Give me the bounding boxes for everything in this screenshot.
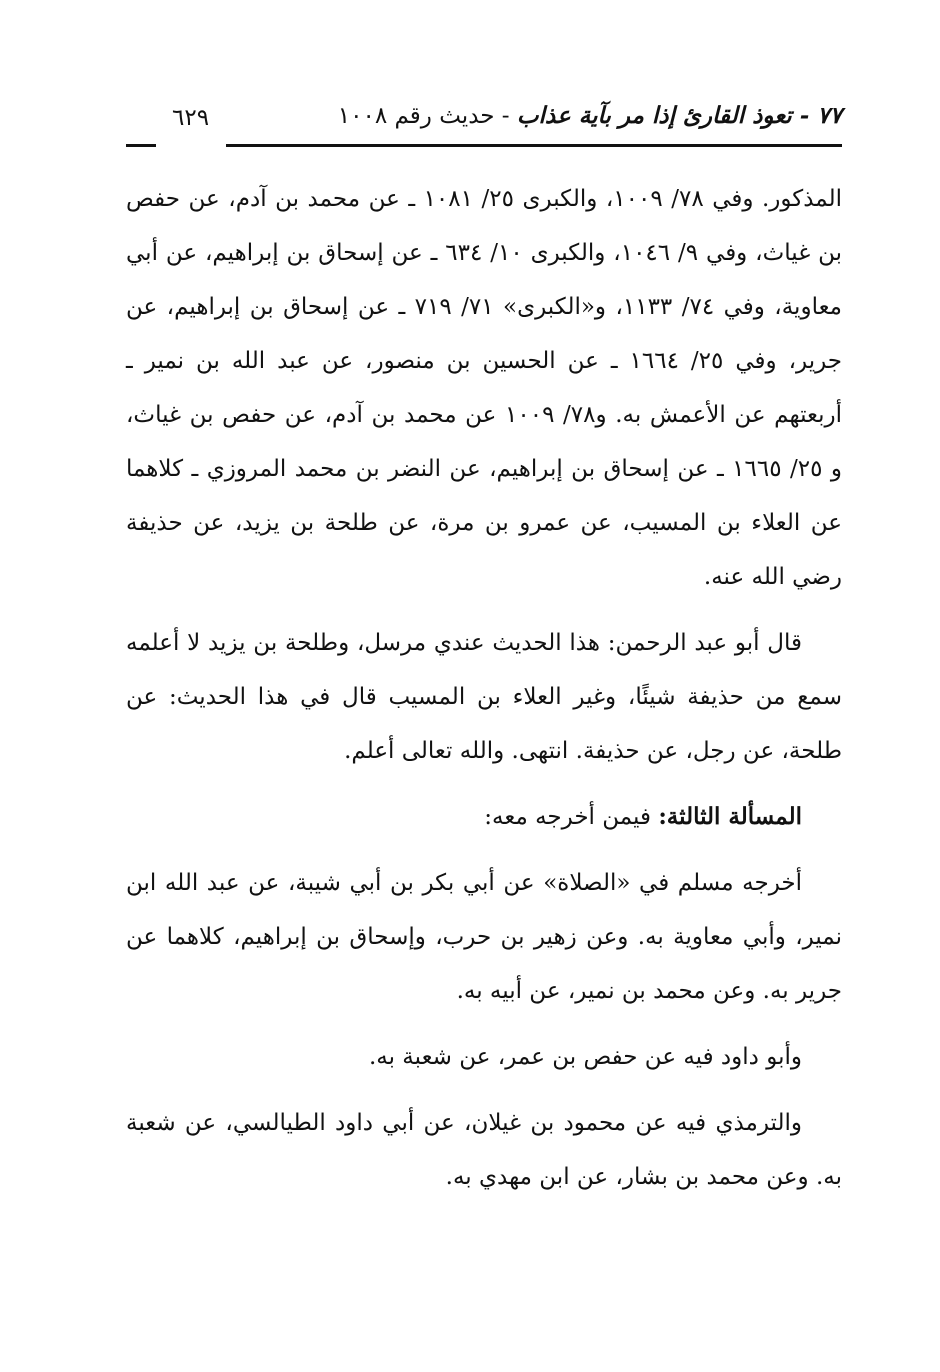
header-title <box>338 102 842 130</box>
paragraph-author-comment: قال أبو عبد الرحمن: هذا الحديث عندي مرسل، وطلحة بن يزيد لا أعلمه سمع من حذيفة شيئًا، وغير العلاء بن المسيب قال في هذا الحديث: عن طلحة، عن رجل، عن حذيفة. انتهى. والله تعالى أعلم. <box>126 630 842 764</box>
header-rule <box>226 144 842 147</box>
paragraph-abu-dawud: وأبو داود فيه عن حفص بن عمر، عن شعبة به. <box>368 1044 802 1070</box>
page-number-rule <box>126 144 156 147</box>
section-heading-text: فيمن أخرجه معه: <box>484 804 659 830</box>
section-heading: المسألة الثالثة: <box>658 803 802 830</box>
page-body <box>126 172 842 1216</box>
running-header <box>126 96 842 146</box>
paragraph-tirmidhi: والترمذي فيه عن محمود بن غيلان، عن أبي داود الطيالسي، عن شعبة به. وعن محمد بن بشار، عن ابن مهدي به. <box>126 1110 842 1190</box>
paragraph-third-issue <box>126 790 842 844</box>
book-page <box>126 96 842 1296</box>
page-number: ٦٢٩ <box>172 105 210 131</box>
hadith-number: - حديث رقم ١٠٠٨ <box>337 103 517 129</box>
paragraph-sources: المذكور. وفي ٧٨/ ١٠٠٩، والكبرى ٢٥/ ١٠٨١ ـ عن محمد بن آدم، عن حفص بن غياث، وفي ٩/ ١٠٤٦، والكبرى ١٠/ ٦٣٤ ـ عن إسحاق بن إبراهيم، عن أبي معاوية، وفي ٧٤/ ١١٣٣، و«الكبرى» ٧١/ ٧١٩ ـ عن إسحاق بن إبراهيم، عن جرير، وفي ٢٥/ ١٦٦٤ ـ عن الحسين بن منصور، عن عبد الله بن نمير ـ أربعتهم عن الأعمش به. و٧٨/ ١٠٠٩ عن محمد بن آدم، عن حفص بن غياث، و ٢٥/ ١٦٦٥ ـ عن إسحاق بن إبراهيم، عن النضر بن محمد المروزي ـ كلاهما عن العلاء بن المسيب، عن عمرو بن مرة، عن طلحة بن يزيد، عن حذيفة رضي الله عنه. <box>126 186 843 590</box>
paragraph-muslim: أخرجه مسلم في «الصلاة» عن أبي بكر بن أبي شيبة، عن عبد الله ابن نمير، وأبي معاوية به. وعن زهير بن حرب، وإسحاق بن إبراهيم، كلاهما عن جرير به. وعن محمد بن نمير، عن أبيه به. <box>126 870 842 1004</box>
chapter-title: ٧٧ - تعوذ القارئ إذا مر بآية عذاب <box>516 102 842 129</box>
